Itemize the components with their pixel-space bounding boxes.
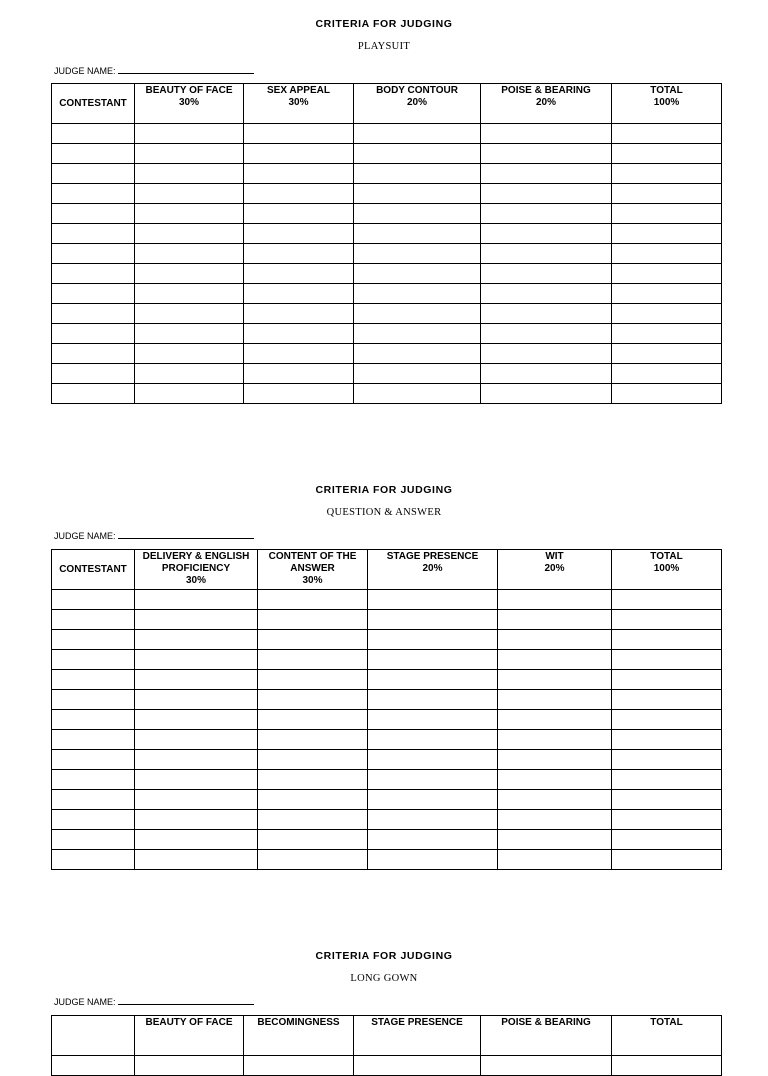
- section-title: CRITERIA FOR JUDGING: [315, 950, 453, 962]
- section-title: CRITERIA FOR JUDGING: [315, 484, 453, 496]
- score-cell[interactable]: [52, 590, 135, 610]
- column-header-text: TOTAL: [650, 1017, 683, 1028]
- score-cell[interactable]: [244, 124, 354, 144]
- score-cell[interactable]: [354, 284, 481, 304]
- score-cell[interactable]: [612, 304, 722, 324]
- column-header: [354, 84, 481, 124]
- column-header-text: CONTESTANT: [59, 563, 127, 575]
- score-cell[interactable]: [498, 630, 612, 650]
- judge-name-field[interactable]: [54, 529, 254, 541]
- score-cell[interactable]: [244, 204, 354, 224]
- score-cell[interactable]: [481, 144, 612, 164]
- column-header-text: TOTAL: [650, 551, 683, 562]
- judge-name-field[interactable]: [54, 995, 254, 1007]
- score-cell[interactable]: [612, 630, 722, 650]
- column-header: [52, 84, 135, 124]
- table-row: [52, 344, 722, 364]
- score-cell[interactable]: [612, 750, 722, 770]
- column-header-text: BECOMINGNESS: [257, 1017, 340, 1028]
- score-cell[interactable]: [258, 730, 368, 750]
- score-cell[interactable]: [52, 204, 135, 224]
- column-header: [135, 84, 244, 124]
- score-cell[interactable]: [135, 850, 258, 870]
- score-cell[interactable]: [368, 610, 498, 630]
- score-cell[interactable]: [52, 830, 135, 850]
- score-cell[interactable]: [368, 810, 498, 830]
- table-row: [52, 304, 722, 324]
- score-cell[interactable]: [481, 264, 612, 284]
- score-cell[interactable]: [368, 850, 498, 870]
- table-row: [52, 124, 722, 144]
- score-cell[interactable]: [52, 144, 135, 164]
- score-cell[interactable]: [481, 164, 612, 184]
- score-cell[interactable]: [612, 264, 722, 284]
- score-cell[interactable]: [244, 184, 354, 204]
- score-cell[interactable]: [498, 810, 612, 830]
- table-row: [52, 690, 722, 710]
- score-cell[interactable]: [135, 710, 258, 730]
- column-header-text: STAGE PRESENCE: [386, 551, 479, 562]
- column-header: [481, 84, 612, 124]
- judge-name-field[interactable]: [54, 64, 254, 76]
- score-cell[interactable]: [612, 790, 722, 810]
- score-cell[interactable]: [244, 344, 354, 364]
- score-cell[interactable]: [135, 244, 244, 264]
- score-cell[interactable]: [135, 344, 244, 364]
- judge-name-line[interactable]: [118, 529, 254, 539]
- column-header: [52, 1016, 135, 1056]
- score-cell[interactable]: [498, 790, 612, 810]
- score-cell[interactable]: [135, 590, 258, 610]
- table-header-row: [52, 550, 722, 590]
- column-header-text: 30%: [185, 575, 206, 586]
- section-subtitle: PLAYSUIT: [357, 41, 411, 52]
- table-row: [52, 810, 722, 830]
- score-cell[interactable]: [135, 770, 258, 790]
- score-cell[interactable]: [612, 164, 722, 184]
- score-cell[interactable]: [368, 730, 498, 750]
- score-cell[interactable]: [52, 344, 135, 364]
- score-cell[interactable]: [498, 690, 612, 710]
- score-cell[interactable]: [368, 650, 498, 670]
- score-cell[interactable]: [481, 364, 612, 384]
- score-cell[interactable]: [244, 364, 354, 384]
- score-cell[interactable]: [135, 284, 244, 304]
- table-row: [52, 284, 722, 304]
- score-cell[interactable]: [244, 304, 354, 324]
- column-header: [135, 1016, 244, 1056]
- column-header: [244, 84, 354, 124]
- column-header: [498, 550, 612, 590]
- column-header-text: 20%: [544, 563, 565, 574]
- column-header-text: 20%: [535, 97, 556, 108]
- score-cell[interactable]: [481, 384, 612, 404]
- score-cell[interactable]: [135, 164, 244, 184]
- column-header-text: 30%: [178, 97, 199, 108]
- score-cell[interactable]: [135, 304, 244, 324]
- score-cell[interactable]: [612, 344, 722, 364]
- score-cell[interactable]: [244, 164, 354, 184]
- score-cell[interactable]: [368, 690, 498, 710]
- score-cell[interactable]: [135, 1056, 244, 1076]
- table-row: [52, 264, 722, 284]
- score-cell[interactable]: [52, 610, 135, 630]
- table-row: [52, 224, 722, 244]
- column-header: [481, 1016, 612, 1056]
- score-cell[interactable]: [498, 830, 612, 850]
- score-cell[interactable]: [244, 224, 354, 244]
- column-header: [52, 550, 135, 590]
- column-header-text: BODY CONTOUR: [376, 85, 458, 96]
- score-cell[interactable]: [258, 590, 368, 610]
- score-cell[interactable]: [52, 850, 135, 870]
- score-cell[interactable]: [258, 690, 368, 710]
- judge-name-label: JUDGE NAME:: [54, 66, 116, 76]
- score-cell[interactable]: [258, 850, 368, 870]
- score-cell[interactable]: [52, 164, 135, 184]
- score-cell[interactable]: [135, 384, 244, 404]
- score-cell[interactable]: [612, 770, 722, 790]
- table-row: [52, 384, 722, 404]
- score-cell[interactable]: [52, 224, 135, 244]
- score-cell[interactable]: [258, 830, 368, 850]
- column-header: [258, 550, 368, 590]
- judge-name-line[interactable]: [118, 995, 254, 1005]
- score-cell[interactable]: [498, 770, 612, 790]
- column-header: [354, 1016, 481, 1056]
- score-cell[interactable]: [135, 730, 258, 750]
- score-cell[interactable]: [368, 590, 498, 610]
- table-row: [52, 770, 722, 790]
- score-cell[interactable]: [258, 810, 368, 830]
- column-header-text: POISE & BEARING: [501, 85, 591, 96]
- score-cell[interactable]: [612, 650, 722, 670]
- score-cell[interactable]: [612, 364, 722, 384]
- score-cell[interactable]: [612, 184, 722, 204]
- score-cell[interactable]: [52, 690, 135, 710]
- score-table: [51, 549, 722, 870]
- table-row: [52, 790, 722, 810]
- score-cell[interactable]: [354, 304, 481, 324]
- score-cell[interactable]: [481, 244, 612, 264]
- table-row: [52, 324, 722, 344]
- score-cell[interactable]: [612, 690, 722, 710]
- score-cell[interactable]: [258, 630, 368, 650]
- table-row: [52, 630, 722, 650]
- score-cell[interactable]: [258, 710, 368, 730]
- column-header-text: SEX APPEAL: [267, 85, 330, 96]
- score-cell[interactable]: [368, 750, 498, 770]
- score-cell[interactable]: [244, 244, 354, 264]
- table-row: [52, 184, 722, 204]
- table-row: [52, 244, 722, 264]
- column-header: [368, 550, 498, 590]
- score-cell[interactable]: [258, 650, 368, 670]
- table-row: [52, 144, 722, 164]
- table-row: [52, 730, 722, 750]
- column-header-text: PROFICIENCY: [161, 563, 231, 574]
- score-cell[interactable]: [244, 264, 354, 284]
- table-row: [52, 610, 722, 630]
- score-cell[interactable]: [135, 124, 244, 144]
- score-cell[interactable]: [52, 750, 135, 770]
- score-cell[interactable]: [612, 610, 722, 630]
- column-header-text: TOTAL: [650, 85, 683, 96]
- score-cell[interactable]: [52, 244, 135, 264]
- score-cell[interactable]: [481, 284, 612, 304]
- score-cell[interactable]: [368, 830, 498, 850]
- score-cell[interactable]: [244, 1056, 354, 1076]
- score-cell[interactable]: [135, 184, 244, 204]
- score-cell[interactable]: [498, 730, 612, 750]
- table-row: [52, 850, 722, 870]
- column-header-text: DELIVERY & ENGLISH: [142, 551, 250, 562]
- score-cell[interactable]: [135, 690, 258, 710]
- table-row: [52, 750, 722, 770]
- score-cell[interactable]: [354, 364, 481, 384]
- score-cell[interactable]: [612, 324, 722, 344]
- score-cell[interactable]: [258, 790, 368, 810]
- score-cell[interactable]: [52, 384, 135, 404]
- score-cell[interactable]: [354, 344, 481, 364]
- score-cell[interactable]: [354, 264, 481, 284]
- column-header-text: BEAUTY OF FACE: [145, 85, 233, 96]
- score-cell[interactable]: [612, 284, 722, 304]
- score-cell[interactable]: [52, 1056, 135, 1076]
- table-row: [52, 650, 722, 670]
- score-cell[interactable]: [135, 204, 244, 224]
- score-cell[interactable]: [135, 610, 258, 630]
- score-cell[interactable]: [612, 730, 722, 750]
- score-cell[interactable]: [498, 850, 612, 870]
- score-cell[interactable]: [368, 710, 498, 730]
- score-cell[interactable]: [52, 264, 135, 284]
- table-row: [52, 590, 722, 610]
- column-header-text: ANSWER: [290, 563, 335, 574]
- score-cell[interactable]: [354, 184, 481, 204]
- score-cell[interactable]: [52, 630, 135, 650]
- score-cell[interactable]: [52, 810, 135, 830]
- score-cell[interactable]: [612, 710, 722, 730]
- score-cell[interactable]: [135, 630, 258, 650]
- score-cell[interactable]: [354, 204, 481, 224]
- score-cell[interactable]: [354, 324, 481, 344]
- score-cell[interactable]: [52, 124, 135, 144]
- score-cell[interactable]: [135, 830, 258, 850]
- score-cell[interactable]: [481, 124, 612, 144]
- score-cell[interactable]: [52, 650, 135, 670]
- score-cell[interactable]: [244, 284, 354, 304]
- score-cell[interactable]: [354, 164, 481, 184]
- score-cell[interactable]: [612, 670, 722, 690]
- score-cell[interactable]: [52, 304, 135, 324]
- table-row: [52, 164, 722, 184]
- score-cell[interactable]: [52, 790, 135, 810]
- score-table: [51, 1015, 722, 1076]
- score-cell[interactable]: [481, 304, 612, 324]
- column-header: [135, 550, 258, 590]
- score-cell[interactable]: [354, 1056, 481, 1076]
- score-cell[interactable]: [612, 204, 722, 224]
- column-header-text: 20%: [422, 563, 443, 574]
- score-cell[interactable]: [481, 324, 612, 344]
- score-cell[interactable]: [612, 1056, 722, 1076]
- column-header-text: BEAUTY OF FACE: [145, 1017, 233, 1028]
- score-cell[interactable]: [368, 790, 498, 810]
- score-cell[interactable]: [612, 810, 722, 830]
- score-cell[interactable]: [498, 650, 612, 670]
- table-header-row: [52, 1016, 722, 1056]
- score-cell[interactable]: [354, 244, 481, 264]
- score-cell[interactable]: [135, 750, 258, 770]
- score-cell[interactable]: [52, 324, 135, 344]
- score-cell[interactable]: [612, 124, 722, 144]
- score-cell[interactable]: [52, 770, 135, 790]
- table-row: [52, 710, 722, 730]
- score-cell[interactable]: [354, 144, 481, 164]
- score-cell[interactable]: [244, 144, 354, 164]
- score-cell[interactable]: [135, 324, 244, 344]
- score-cell[interactable]: [244, 384, 354, 404]
- score-cell[interactable]: [498, 710, 612, 730]
- column-header-text: STAGE PRESENCE: [371, 1017, 463, 1028]
- column-header: [612, 1016, 722, 1056]
- column-header-text: CONTENT OF THE: [268, 551, 357, 562]
- column-header-text: 20%: [406, 97, 427, 108]
- score-cell[interactable]: [258, 610, 368, 630]
- score-cell[interactable]: [498, 750, 612, 770]
- section-subtitle: LONG GOWN: [350, 973, 418, 984]
- score-cell[interactable]: [612, 590, 722, 610]
- score-cell[interactable]: [52, 730, 135, 750]
- score-cell[interactable]: [52, 184, 135, 204]
- score-cell[interactable]: [498, 610, 612, 630]
- table-row: [52, 670, 722, 690]
- score-cell[interactable]: [612, 384, 722, 404]
- score-cell[interactable]: [135, 790, 258, 810]
- section-subtitle: QUESTION & ANSWER: [326, 507, 442, 518]
- score-cell[interactable]: [258, 750, 368, 770]
- score-cell[interactable]: [52, 364, 135, 384]
- score-cell[interactable]: [481, 344, 612, 364]
- score-cell[interactable]: [135, 364, 244, 384]
- column-header-text: 100%: [653, 97, 680, 108]
- score-cell[interactable]: [135, 670, 258, 690]
- score-cell[interactable]: [368, 770, 498, 790]
- score-cell[interactable]: [612, 830, 722, 850]
- judge-name-label: JUDGE NAME:: [54, 997, 116, 1007]
- score-cell[interactable]: [52, 284, 135, 304]
- table-row: [52, 830, 722, 850]
- score-cell[interactable]: [612, 224, 722, 244]
- score-cell[interactable]: [52, 710, 135, 730]
- score-cell[interactable]: [258, 670, 368, 690]
- column-header-text: 100%: [653, 563, 680, 574]
- score-cell[interactable]: [354, 124, 481, 144]
- column-header-text: POISE & BEARING: [501, 1017, 591, 1028]
- score-cell[interactable]: [481, 224, 612, 244]
- score-cell[interactable]: [368, 630, 498, 650]
- score-cell[interactable]: [612, 244, 722, 264]
- column-header: [612, 550, 722, 590]
- table-row: [52, 1056, 722, 1076]
- score-cell[interactable]: [368, 670, 498, 690]
- judge-name-label: JUDGE NAME:: [54, 531, 116, 541]
- score-cell[interactable]: [135, 650, 258, 670]
- score-cell[interactable]: [135, 224, 244, 244]
- table-row: [52, 204, 722, 224]
- column-header: [244, 1016, 354, 1056]
- score-cell[interactable]: [498, 590, 612, 610]
- score-cell[interactable]: [354, 224, 481, 244]
- score-cell[interactable]: [498, 670, 612, 690]
- table-header-row: [52, 84, 722, 124]
- table-row: [52, 364, 722, 384]
- column-header-text: CONTESTANT: [59, 97, 127, 109]
- score-table: [51, 83, 722, 404]
- score-cell[interactable]: [612, 850, 722, 870]
- score-cell[interactable]: [135, 264, 244, 284]
- score-cell[interactable]: [612, 144, 722, 164]
- score-cell[interactable]: [258, 770, 368, 790]
- score-cell[interactable]: [481, 204, 612, 224]
- column-header-text: WIT: [545, 551, 564, 562]
- score-cell[interactable]: [244, 324, 354, 344]
- score-cell[interactable]: [354, 384, 481, 404]
- section-title: CRITERIA FOR JUDGING: [315, 18, 453, 30]
- score-cell[interactable]: [481, 184, 612, 204]
- column-header-text: 30%: [302, 575, 323, 586]
- judge-name-line[interactable]: [118, 64, 254, 74]
- column-header: [612, 84, 722, 124]
- score-cell[interactable]: [135, 144, 244, 164]
- score-cell[interactable]: [52, 670, 135, 690]
- column-header-text: 30%: [288, 97, 309, 108]
- score-cell[interactable]: [481, 1056, 612, 1076]
- score-cell[interactable]: [135, 810, 258, 830]
